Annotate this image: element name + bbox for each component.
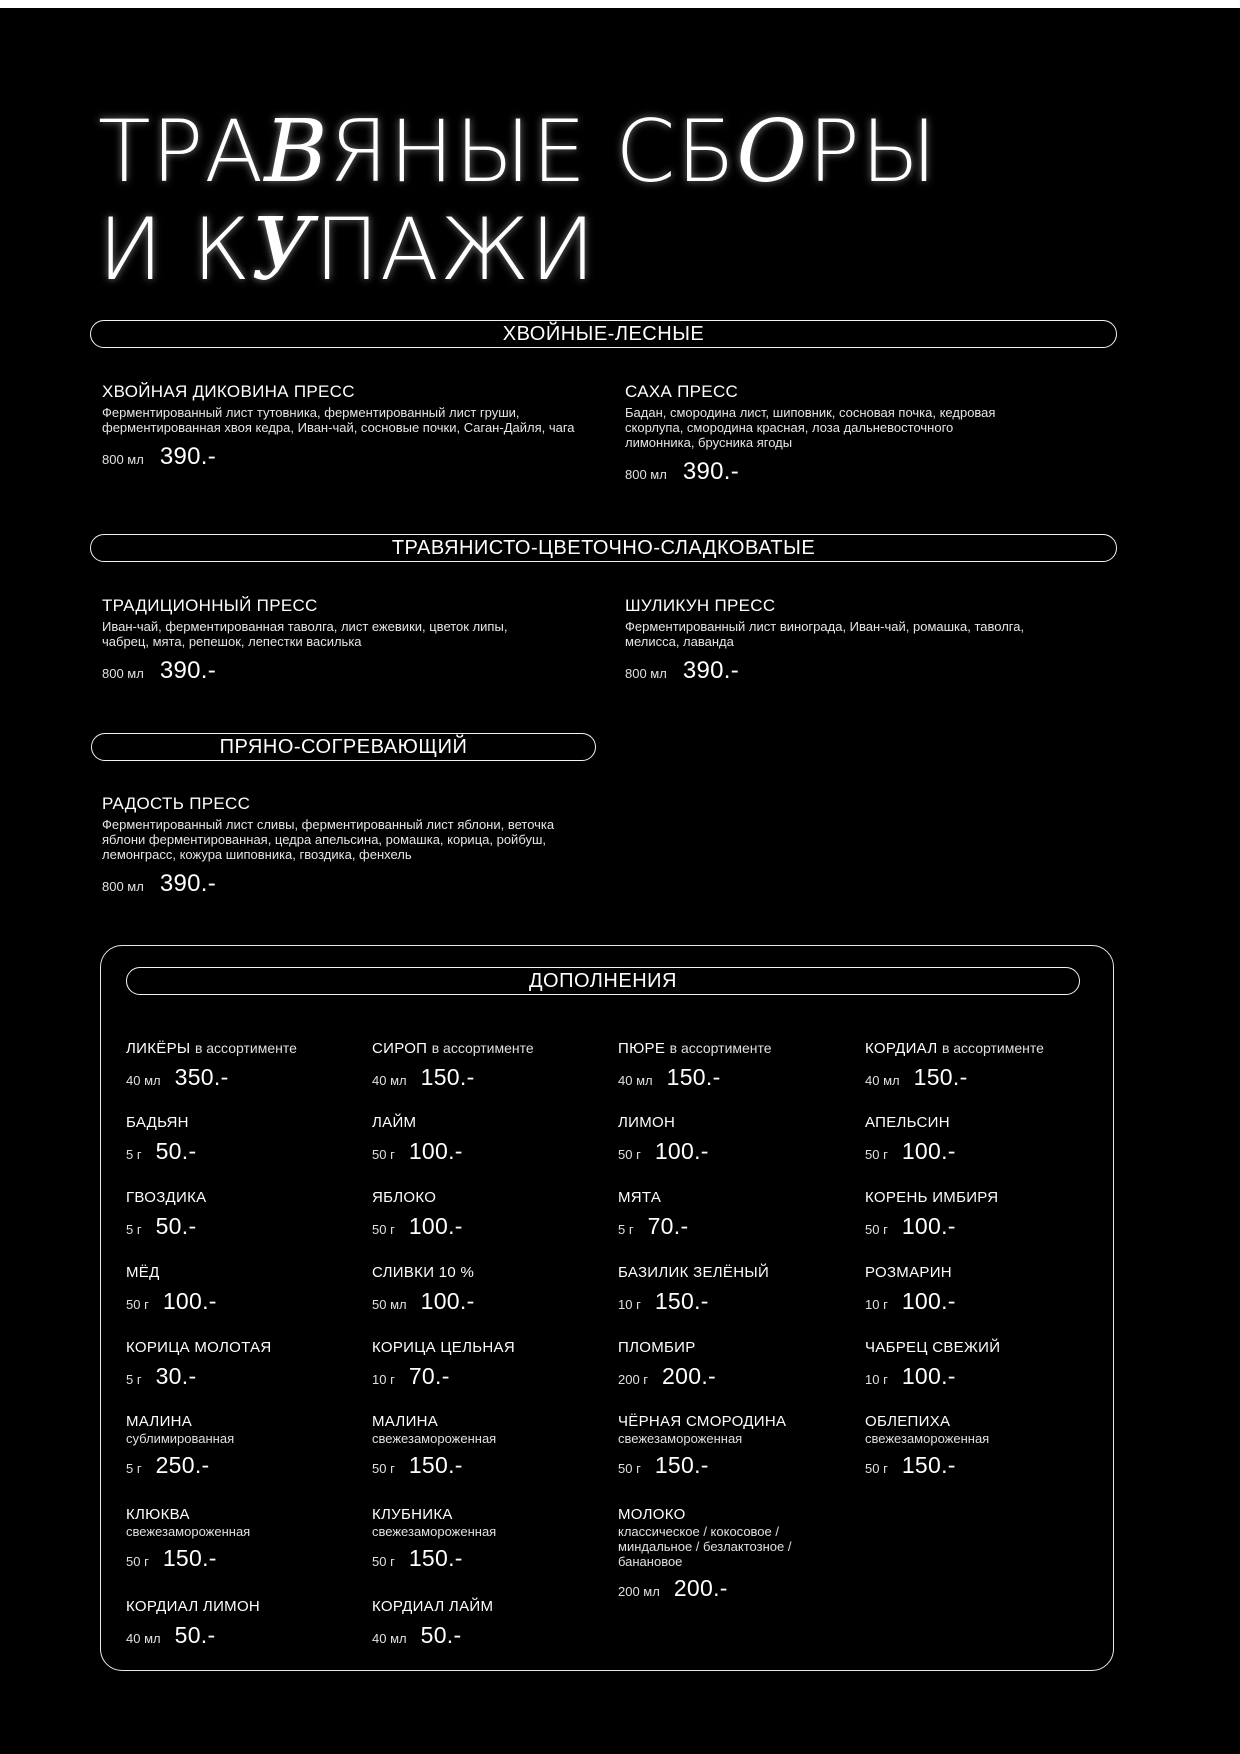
menu-item [102, 596, 542, 685]
price-row [372, 1545, 602, 1572]
addition-volume: 50 г [618, 1461, 641, 1476]
addition-title: ПЮРЕ [618, 1040, 666, 1057]
addition-item [126, 1114, 356, 1165]
addition-item [618, 1039, 848, 1091]
addition-item [618, 1114, 848, 1165]
addition-title: БАЗИЛИК ЗЕЛЁНЫЙ [618, 1264, 770, 1281]
addition-volume: 5 г [126, 1461, 142, 1476]
addition-item [618, 1413, 848, 1479]
title-part: ПАЖИ [314, 200, 597, 300]
addition-volume: 5 г [126, 1372, 142, 1387]
addition-price: 100.- [901, 1288, 956, 1314]
addition-price: 200.- [662, 1363, 716, 1389]
item-price: 390.- [159, 657, 217, 684]
addition-note: в ассортименте [669, 1040, 772, 1056]
addition-title: КОРДИАЛ [865, 1040, 938, 1057]
addition-item [372, 1598, 602, 1649]
addition-volume: 50 г [126, 1554, 149, 1569]
addition-item [372, 1039, 602, 1091]
addition-title: ОБЛЕПИХА [865, 1413, 951, 1430]
price-row [126, 1622, 356, 1649]
addition-price: 70.- [408, 1363, 450, 1389]
addition-title: МЯТА [618, 1189, 662, 1206]
addition-item [618, 1506, 848, 1602]
addition-item [865, 1039, 1095, 1091]
addition-volume: 40 мл [126, 1073, 161, 1088]
addition-item [372, 1413, 602, 1479]
addition-price: 150.- [162, 1545, 217, 1571]
addition-name [372, 1264, 602, 1282]
addition-title: КОРИЦА МОЛОТАЯ [126, 1339, 272, 1356]
addition-subtitle: свежезамороженная [372, 1524, 497, 1539]
addition-subtitle: свежезамороженная [618, 1431, 743, 1446]
menu-item [102, 794, 582, 898]
addition-price: 50.- [420, 1622, 462, 1648]
addition-volume: 10 г [372, 1372, 395, 1387]
addition-volume: 40 мл [618, 1073, 653, 1088]
addition-name [618, 1114, 848, 1132]
addition-name [618, 1506, 848, 1524]
addition-title: СИРОП [372, 1040, 428, 1057]
price-row [865, 1288, 1095, 1315]
addition-price: 100.- [654, 1138, 709, 1164]
addition-name [372, 1339, 602, 1357]
price-row [618, 1452, 848, 1479]
addition-volume: 5 г [126, 1147, 142, 1162]
section-header-coniferous: ХВОЙНЫЕ-ЛЕСНЫЕ [90, 320, 1117, 348]
addition-volume: 40 мл [865, 1073, 900, 1088]
title-line-1 [98, 103, 938, 201]
addition-volume: 200 г [618, 1372, 649, 1387]
price-row [625, 458, 1005, 486]
price-row [126, 1363, 356, 1390]
addition-name [618, 1339, 848, 1357]
item-volume: 800 мл [625, 467, 667, 482]
addition-name [618, 1039, 848, 1058]
item-description: Ферментированный лист сливы, ферментированный лист яблони, веточка яблони ферментированная, цедра апельсина, ромашка, корица, ройбуш, лемонграсс, кожура шиповника, гвоздика, фенхель [102, 817, 555, 862]
addition-price: 150.- [913, 1064, 968, 1090]
price-row [372, 1064, 602, 1091]
item-price: 390.- [159, 870, 217, 897]
addition-title: МАЛИНА [372, 1413, 439, 1430]
addition-title: ПЛОМБИР [618, 1339, 696, 1356]
item-name: РАДОСТЬ ПРЕСС [102, 794, 251, 813]
price-row [865, 1452, 1095, 1479]
addition-price: 150.- [408, 1545, 463, 1571]
item-name: ТРАДИЦИОННЫЙ ПРЕСС [102, 596, 318, 615]
addition-name [126, 1598, 356, 1616]
addition-item [865, 1189, 1095, 1240]
addition-title: ЧЁРНАЯ СМОРОДИНА [618, 1413, 787, 1430]
addition-volume: 10 г [865, 1372, 888, 1387]
item-name: САХА ПРЕСС [625, 382, 739, 401]
addition-price: 100.- [901, 1363, 956, 1389]
addition-title: КЛЮКВА [126, 1506, 190, 1523]
item-name: ХВОЙНАЯ ДИКОВИНА ПРЕСС [102, 382, 355, 401]
addition-price: 50.- [155, 1213, 197, 1239]
addition-subtitle: свежезамороженная [372, 1431, 497, 1446]
addition-title: БАДЬЯН [126, 1114, 189, 1131]
addition-title: ГВОЗДИКА [126, 1189, 207, 1206]
price-row [372, 1363, 602, 1390]
addition-subtitle: сублимированная [126, 1431, 235, 1446]
addition-name [618, 1189, 848, 1207]
addition-price: 150.- [654, 1288, 709, 1314]
price-row [372, 1213, 602, 1240]
addition-subtitle: свежезамороженная [865, 1431, 990, 1446]
item-volume: 800 мл [102, 666, 144, 681]
addition-title: ЧАБРЕЦ СВЕЖИЙ [865, 1339, 1001, 1356]
addition-item [618, 1189, 848, 1240]
item-volume: 800 мл [102, 452, 144, 467]
addition-item [618, 1339, 848, 1390]
addition-volume: 200 мл [618, 1584, 660, 1599]
price-row [102, 870, 582, 898]
price-row [618, 1064, 848, 1091]
addition-name [865, 1264, 1095, 1282]
addition-item [865, 1413, 1095, 1479]
addition-price: 200.- [673, 1575, 728, 1601]
addition-volume: 5 г [618, 1222, 634, 1237]
addition-item [865, 1339, 1095, 1390]
addition-price: 250.- [155, 1452, 210, 1478]
addition-title: КОРДИАЛ ЛАЙМ [372, 1598, 494, 1615]
price-row [372, 1622, 602, 1649]
addition-price: 50.- [155, 1138, 197, 1164]
addition-item [126, 1413, 356, 1479]
menu-page [0, 8, 1240, 1754]
price-row [372, 1452, 602, 1479]
price-row [126, 1452, 356, 1479]
addition-volume: 50 г [126, 1297, 149, 1312]
addition-price: 150.- [666, 1064, 721, 1090]
price-row [618, 1363, 848, 1390]
price-row [126, 1288, 356, 1315]
addition-price: 100.- [901, 1138, 956, 1164]
addition-name [372, 1189, 602, 1207]
addition-name [372, 1413, 602, 1431]
item-volume: 800 мл [625, 666, 667, 681]
addition-name [618, 1264, 848, 1282]
addition-note: в ассортименте [941, 1040, 1044, 1056]
menu-item [625, 382, 1005, 486]
addition-price: 150.- [408, 1452, 463, 1478]
addition-name [126, 1264, 356, 1282]
addition-note: в ассортименте [431, 1040, 534, 1056]
section-header-spicy-warming: ПРЯНО-СОГРЕВАЮЩИЙ [91, 733, 596, 761]
addition-price: 150.- [901, 1452, 956, 1478]
addition-item [372, 1264, 602, 1315]
title-part: ТРА [98, 102, 265, 202]
price-row [126, 1138, 356, 1165]
addition-volume: 50 г [372, 1554, 395, 1569]
addition-volume: 50 г [865, 1147, 888, 1162]
addition-price: 100.- [408, 1138, 463, 1164]
title-line-2 [98, 201, 938, 299]
item-description: Ферментированный лист винограда, Иван-чай, ромашка, таволга, мелисса, лаванда [625, 619, 1025, 649]
addition-volume: 40 мл [372, 1631, 407, 1646]
price-row [372, 1138, 602, 1165]
addition-name [372, 1114, 602, 1132]
addition-item [372, 1189, 602, 1240]
price-row [865, 1138, 1095, 1165]
addition-name [126, 1114, 356, 1132]
addition-item [126, 1039, 356, 1091]
addition-name [126, 1506, 356, 1524]
price-row [372, 1288, 602, 1315]
addition-title: ЛИКЁРЫ [126, 1040, 191, 1057]
addition-item [126, 1339, 356, 1390]
addition-name [865, 1039, 1095, 1058]
addition-name [865, 1189, 1095, 1207]
section-header-herbal-floral: ТРАВЯНИСТО-ЦВЕТОЧНО-СЛАДКОВАТЫЕ [90, 534, 1117, 562]
addition-item [126, 1506, 356, 1572]
item-description: Ферментированный лист тутовника, ферментированный лист груши, ферментированная хвоя кедра, Иван-чай, сосновые почки, Саган-Дайля, чага [102, 405, 575, 435]
price-row [126, 1545, 356, 1572]
addition-volume: 10 г [618, 1297, 641, 1312]
addition-title: МОЛОКО [618, 1506, 686, 1523]
price-row [102, 443, 602, 471]
addition-name [618, 1413, 848, 1431]
item-price: 390.- [682, 657, 740, 684]
section-header-additions: ДОПОЛНЕНИЯ [126, 967, 1080, 995]
price-row [618, 1288, 848, 1315]
addition-title: КОРИЦА ЦЕЛЬНАЯ [372, 1339, 515, 1356]
addition-title: РОЗМАРИН [865, 1264, 952, 1281]
price-row [618, 1138, 848, 1165]
item-price: 390.- [682, 458, 740, 485]
addition-title: СЛИВКИ 10 % [372, 1264, 475, 1281]
title-script-letter: У [251, 200, 315, 300]
addition-volume: 50 г [865, 1461, 888, 1476]
addition-price: 350.- [174, 1064, 229, 1090]
addition-volume: 10 г [865, 1297, 888, 1312]
addition-item [372, 1506, 602, 1572]
addition-price: 100.- [408, 1213, 463, 1239]
price-row [618, 1575, 848, 1602]
addition-name [126, 1039, 356, 1058]
addition-name [126, 1339, 356, 1357]
addition-price: 100.- [420, 1288, 475, 1314]
addition-title: ЯБЛОКО [372, 1189, 437, 1206]
addition-price: 70.- [647, 1213, 689, 1239]
addition-price: 100.- [901, 1213, 956, 1239]
addition-item [372, 1114, 602, 1165]
addition-price: 50.- [174, 1622, 216, 1648]
price-row [618, 1213, 848, 1240]
addition-item [865, 1114, 1095, 1165]
item-description: Бадан, смородина лист, шиповник, сосновая почка, кедровая скорлупа, смородина красная, лоза дальневосточного лимонника, брусника ягоды [625, 405, 996, 450]
addition-price: 100.- [162, 1288, 217, 1314]
item-name: ШУЛИКУН ПРЕСС [625, 596, 776, 615]
addition-volume: 40 мл [372, 1073, 407, 1088]
addition-item [126, 1598, 356, 1649]
title-script-letter: В [264, 102, 329, 202]
addition-volume: 50 г [372, 1461, 395, 1476]
addition-title: КЛУБНИКА [372, 1506, 453, 1523]
title-script-letter: О [736, 102, 808, 202]
addition-subtitle: классическое / кокосовое / миндальное / безлактозное / банановое [618, 1524, 792, 1569]
addition-volume: 40 мл [126, 1631, 161, 1646]
page-title [98, 103, 938, 299]
title-part: И К [98, 200, 252, 300]
price-row [126, 1213, 356, 1240]
price-row [126, 1064, 356, 1091]
addition-item [126, 1264, 356, 1315]
addition-title: КОРЕНЬ ИМБИРЯ [865, 1189, 999, 1206]
addition-item [372, 1339, 602, 1390]
addition-item [618, 1264, 848, 1315]
addition-volume: 5 г [126, 1222, 142, 1237]
addition-note: в ассортименте [194, 1040, 297, 1056]
addition-item [865, 1264, 1095, 1315]
addition-volume: 50 г [865, 1222, 888, 1237]
price-row [865, 1363, 1095, 1390]
addition-name [372, 1598, 602, 1616]
addition-name [372, 1039, 602, 1058]
menu-item [102, 382, 602, 471]
item-description: Иван-чай, ферментированная таволга, лист ежевики, цветок липы, чабрец, мята, репешок, лепестки василька [102, 619, 508, 649]
title-part: РЫ [807, 102, 938, 202]
title-part: ЯНЫЕ СБ [328, 102, 737, 202]
addition-name [865, 1413, 1095, 1431]
addition-name [126, 1189, 356, 1207]
menu-item [625, 596, 1045, 685]
addition-volume: 50 г [372, 1222, 395, 1237]
addition-name [372, 1506, 602, 1524]
price-row [865, 1064, 1095, 1091]
addition-title: КОРДИАЛ ЛИМОН [126, 1598, 261, 1615]
price-row [865, 1213, 1095, 1240]
addition-price: 150.- [654, 1452, 709, 1478]
addition-name [126, 1413, 356, 1431]
addition-title: ЛИМОН [618, 1114, 676, 1131]
addition-title: ЛАЙМ [372, 1114, 417, 1131]
addition-title: МАЛИНА [126, 1413, 193, 1430]
addition-name [865, 1339, 1095, 1357]
addition-volume: 50 г [618, 1147, 641, 1162]
addition-subtitle: свежезамороженная [126, 1524, 251, 1539]
addition-title: АПЕЛЬСИН [865, 1114, 950, 1131]
addition-title: МЁД [126, 1264, 160, 1281]
item-volume: 800 мл [102, 879, 144, 894]
addition-price: 150.- [420, 1064, 475, 1090]
addition-price: 30.- [155, 1363, 197, 1389]
addition-name [865, 1114, 1095, 1132]
addition-item [126, 1189, 356, 1240]
price-row [102, 657, 542, 685]
addition-volume: 50 г [372, 1147, 395, 1162]
addition-volume: 50 мл [372, 1297, 407, 1312]
item-price: 390.- [159, 443, 217, 470]
price-row [625, 657, 1045, 685]
